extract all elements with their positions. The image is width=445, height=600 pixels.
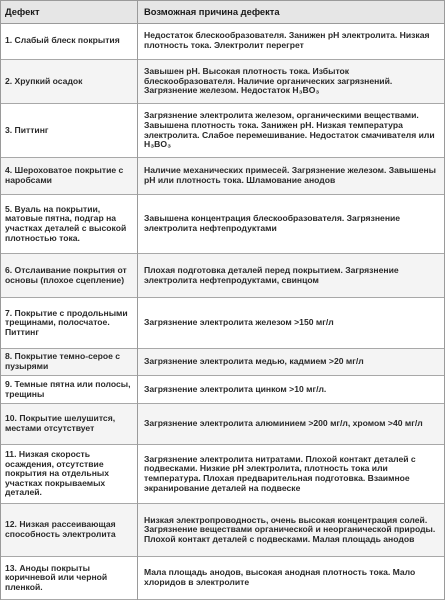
defect-text: 11. Низкая скорость осаждения, отсутствие покрытия на отдельных участках покрываемых деталей.: [5, 448, 109, 498]
defect-cell: [0, 60, 138, 103]
defect-text: 12. Низкая рассеивающая способность электролита: [5, 519, 116, 539]
table-border-left: [0, 0, 1, 600]
header-cause: Возможная причина дефекта: [144, 5, 280, 17]
cause-cell: [138, 195, 445, 253]
defect-text: 1. Слабый блеск покрытия: [5, 35, 120, 46]
table-row: [0, 104, 445, 158]
defect-cell: [0, 104, 138, 157]
defect-text: 5. Вуаль на покрытии, матовые пятна, подгар на участках деталей с высокой плотностью тока.: [5, 203, 127, 243]
table-row: [0, 254, 445, 298]
cause-text: Завышена концентрация блескообразователя. Загрязнение электролита нефтепродуктами: [144, 213, 401, 233]
table-row: [0, 376, 445, 404]
defect-text: 6. Отслаивание покрытия от основы (плохое сцепление): [5, 264, 127, 285]
cause-text: Загрязнение электролита железом >150 мг/л: [144, 317, 334, 328]
table-row: [0, 445, 445, 504]
defect-text: 7. Покрытие с продольными трещинами, полосчатое. Питтинг: [5, 307, 128, 337]
defect-text: 4. Шероховатое покрытие с наробсами: [5, 165, 124, 185]
defect-cell: [0, 404, 138, 444]
defect-text: 2. Хрупкий осадок: [5, 75, 83, 86]
cause-cell: [138, 104, 445, 157]
defect-cell: [0, 557, 138, 599]
table-row: [0, 23, 445, 60]
table-row: [0, 557, 445, 600]
table-row: [0, 195, 445, 254]
cause-text: Недостаток блескообразователя. Занижен pH электролита. Низкая плотность тока. Электролит перегрет: [144, 30, 430, 50]
defect-cell: [0, 504, 138, 556]
cause-cell: [138, 557, 445, 599]
defect-text: 13. Аноды покрыты коричневой или черной пленкой.: [5, 562, 108, 592]
cause-cell: [138, 60, 445, 103]
defect-cell: [0, 349, 138, 375]
cause-text: Загрязнение электролита алюминием >200 мг/л, хромом >40 мг/л: [144, 418, 423, 429]
defect-cell: [0, 158, 138, 194]
defect-cell: [0, 298, 138, 348]
table-row: [0, 298, 445, 349]
cause-cell: [138, 504, 445, 556]
cause-cell: [138, 298, 445, 348]
cause-cell: [138, 158, 445, 194]
cause-text: Загрязнение электролита медью, кадмием >20 мг/л: [144, 356, 364, 367]
defect-cell: [0, 376, 138, 403]
header-defect: Дефект: [5, 5, 40, 17]
cause-text: Низкая электропроводность, очень высокая концентрация солей. Загрязнение веществами органической и неорганической природы. Плохой контакт деталей с подвесками. Малая площадь анодов: [144, 514, 436, 544]
defect-text: 9. Темные пятна или полосы, трещины: [5, 378, 131, 399]
table-row: [0, 349, 445, 376]
table-row: [0, 404, 445, 445]
cause-cell: [138, 23, 445, 59]
cause-text: Загрязнение электролита нитратами. Плохой контакт деталей с подвесками. Низкие pH электролита, плотность тока или температура. Плохая предварительная подготовка. Взаимное экранирование деталей на подвеске: [144, 453, 416, 493]
defect-cell: [0, 23, 138, 59]
cause-text: Загрязнение электролита цинком >10 мг/л.: [144, 383, 327, 394]
defect-text: 3. Питтинг: [5, 124, 49, 135]
table-header: [0, 0, 445, 24]
defect-text: 10. Покрытие шелушится, местами отсутствует: [5, 413, 116, 433]
cause-cell: [138, 254, 445, 297]
cause-text: Наличие механических примесей. Загрязнение железом. Завышены pH или плотность тока. Шламование анодов: [144, 165, 437, 185]
table-row: [0, 60, 445, 104]
cause-text: Загрязнение электролита железом, органическими веществами. Завышена плотность тока. Занижен pH. Низкая температура электролита. Слабое перемешивание. Недостаток смачивателя или H₃BO₃: [144, 110, 435, 150]
table-row: [0, 158, 445, 195]
cause-cell: [138, 349, 445, 375]
cause-text: Плохая подготовка деталей перед покрытием. Загрязнение электролита нефтепродуктами, свинцом: [144, 264, 399, 285]
cause-cell: [138, 445, 445, 503]
defect-cell: [0, 195, 138, 253]
cause-text: Завышен pH. Высокая плотность тока. Избыток блескообразователя. Наличие органических загрязнений. Загрязнение железом. Недостаток H₃BO₃: [144, 66, 393, 96]
column-divider: [137, 0, 138, 600]
defect-text: 8. Покрытие темно-серое с пузырями: [5, 351, 121, 371]
defect-cell: [0, 254, 138, 297]
defect-cell: [0, 445, 138, 503]
cause-cell: [138, 376, 445, 403]
cause-cell: [138, 404, 445, 444]
cause-text: Мала площадь анодов, высокая анодная плотность тока. Мало хлоридов в электролите: [144, 567, 416, 587]
table-row: [0, 504, 445, 557]
